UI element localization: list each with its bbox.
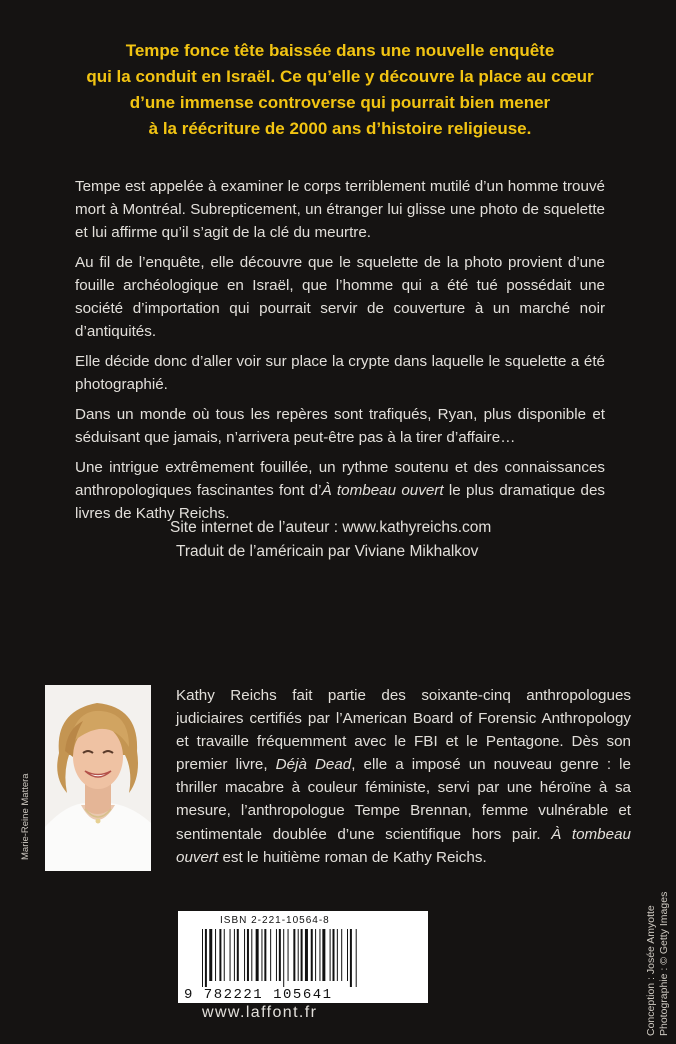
barcode-bar — [333, 929, 335, 981]
p5-book-title: À tombeau ouvert — [321, 482, 444, 499]
barcode-bar — [261, 929, 262, 981]
barcode-bar — [301, 929, 303, 981]
back-cover-tagline — [80, 38, 600, 142]
tagline-line-3: d’une immense controverse qui pourrait bien mener — [129, 93, 551, 112]
barcode-bar — [234, 929, 235, 981]
bio-text-2: , elle a imposé un nouveau genre : le thriller macabre à couleur féministe, servi par une héroïne à sa mesure, l’anthropologue Tempe Brennan, femme vulnérable et sentimentale doublée d’une scientifique hors pair. — [176, 756, 631, 843]
book-credits — [170, 516, 550, 564]
translator-credit: Traduit de l’américain par Viviane Mikhalkov — [176, 543, 479, 560]
barcode-bar — [283, 929, 284, 987]
p5-text-before: Une intrigue extrêmement fouillée, un rythme soutenu et des connaissances anthropologiques fascinantes font d’ — [75, 459, 605, 499]
barcode-bar — [288, 929, 289, 981]
author-photo — [45, 685, 151, 871]
barcode-bar — [202, 929, 203, 987]
barcode-bar — [219, 929, 221, 981]
barcode-bar — [279, 929, 281, 981]
barcode-bar — [337, 929, 338, 981]
synopsis-paragraph-1: Tempe est appelée à examiner le corps terriblement mutilé d’un homme trouvé mort à Montréal. Subrepticement, un étranger lui glisse une photo de squelette et lui affirme qu’il s’agit de la clé du meurtre. — [75, 178, 605, 241]
synopsis-paragraph-2: Au fil de l’enquête, elle découvre que le squelette de la photo provient d’une fouille archéologique en Israël, que l’homme qui a été tué possédait une société d’importation qui pourrait servir de couverture à un marché noir d’antiquités. — [75, 254, 605, 340]
barcode-bar — [209, 929, 212, 981]
barcode-bar — [315, 929, 316, 981]
barcode-bar — [256, 929, 259, 981]
barcode-bar — [341, 929, 342, 981]
photography-credit: Photographie : © Getty Images — [658, 891, 670, 1036]
author-bio — [176, 684, 631, 869]
p5-text-after: le plus dramatique des livres de Kathy Reichs. — [75, 482, 606, 522]
barcode-bar — [237, 929, 239, 981]
barcode-bar — [298, 929, 299, 981]
barcode-bar — [293, 929, 295, 981]
barcode-bar — [305, 929, 308, 981]
bio-text-1: Kathy Reichs fait partie des soixante-cinq anthropologues judiciaires certifiés par l’American Board of Forensic Anthropology et travaille fréquemment avec le FBI et le Pentagone. Dès son premier livre, — [176, 687, 631, 774]
barcode-bar — [264, 929, 266, 981]
synopsis-paragraph-5 — [75, 456, 605, 525]
barcode-bar — [244, 929, 245, 981]
barcode-bar — [350, 929, 352, 987]
synopsis — [75, 175, 605, 532]
bio-text-3: est le huitième roman de Kathy Reichs. — [218, 848, 487, 866]
barcode-bar — [224, 929, 225, 981]
barcode-bar — [205, 929, 207, 987]
isbn-label: ISBN 2-221-10564-8 — [220, 915, 330, 926]
tagline-line-1: Tempe fonce tête baissée dans une nouvelle enquête — [125, 41, 555, 60]
barcode-bar — [319, 929, 320, 981]
barcode-bar — [270, 929, 271, 981]
barcode-bar — [251, 929, 252, 981]
tagline-line-4: à la réécriture de 2000 ans d’histoire religieuse. — [148, 119, 532, 138]
synopsis-paragraph-4: Dans un monde où tous les repères sont trafiqués, Ryan, plus disponible et séduisant que jamais, n’arrivera peut-être pas à la tirer d’affaire… — [75, 406, 605, 446]
barcode-image — [198, 929, 410, 987]
barcode-bar — [276, 929, 277, 981]
author-website: Site internet de l’auteur : www.kathyreichs.com — [170, 519, 492, 536]
barcode-bar — [247, 929, 249, 981]
publisher-website: www.laffont.fr — [202, 1004, 318, 1021]
bio-book-1: Déjà Dead — [275, 756, 352, 774]
barcode-bar — [356, 929, 357, 987]
barcode-bar — [347, 929, 348, 981]
barcode-bar — [311, 929, 313, 981]
bio-book-2: À tombeau ouvert — [176, 825, 631, 866]
ean-digits: 9 782221 105641 — [184, 987, 333, 1003]
photo-credit-text: Marie-Reine Mattera — [20, 773, 31, 860]
barcode-bar — [330, 929, 331, 981]
tagline-line-2: qui la conduit en Israël. Ce qu’elle y découvre la place au cœur — [86, 67, 594, 86]
barcode-box — [178, 911, 428, 1003]
synopsis-paragraph-3: Elle décide donc d’aller voir sur place la crypte dans laquelle le squelette a été photographié. — [75, 353, 605, 393]
barcode-bar — [230, 929, 231, 981]
barcode-bar — [322, 929, 325, 981]
bio-paragraph — [176, 684, 631, 869]
conception-credit: Conception : Josée Amyotte — [645, 905, 657, 1036]
barcode-bar — [215, 929, 216, 981]
